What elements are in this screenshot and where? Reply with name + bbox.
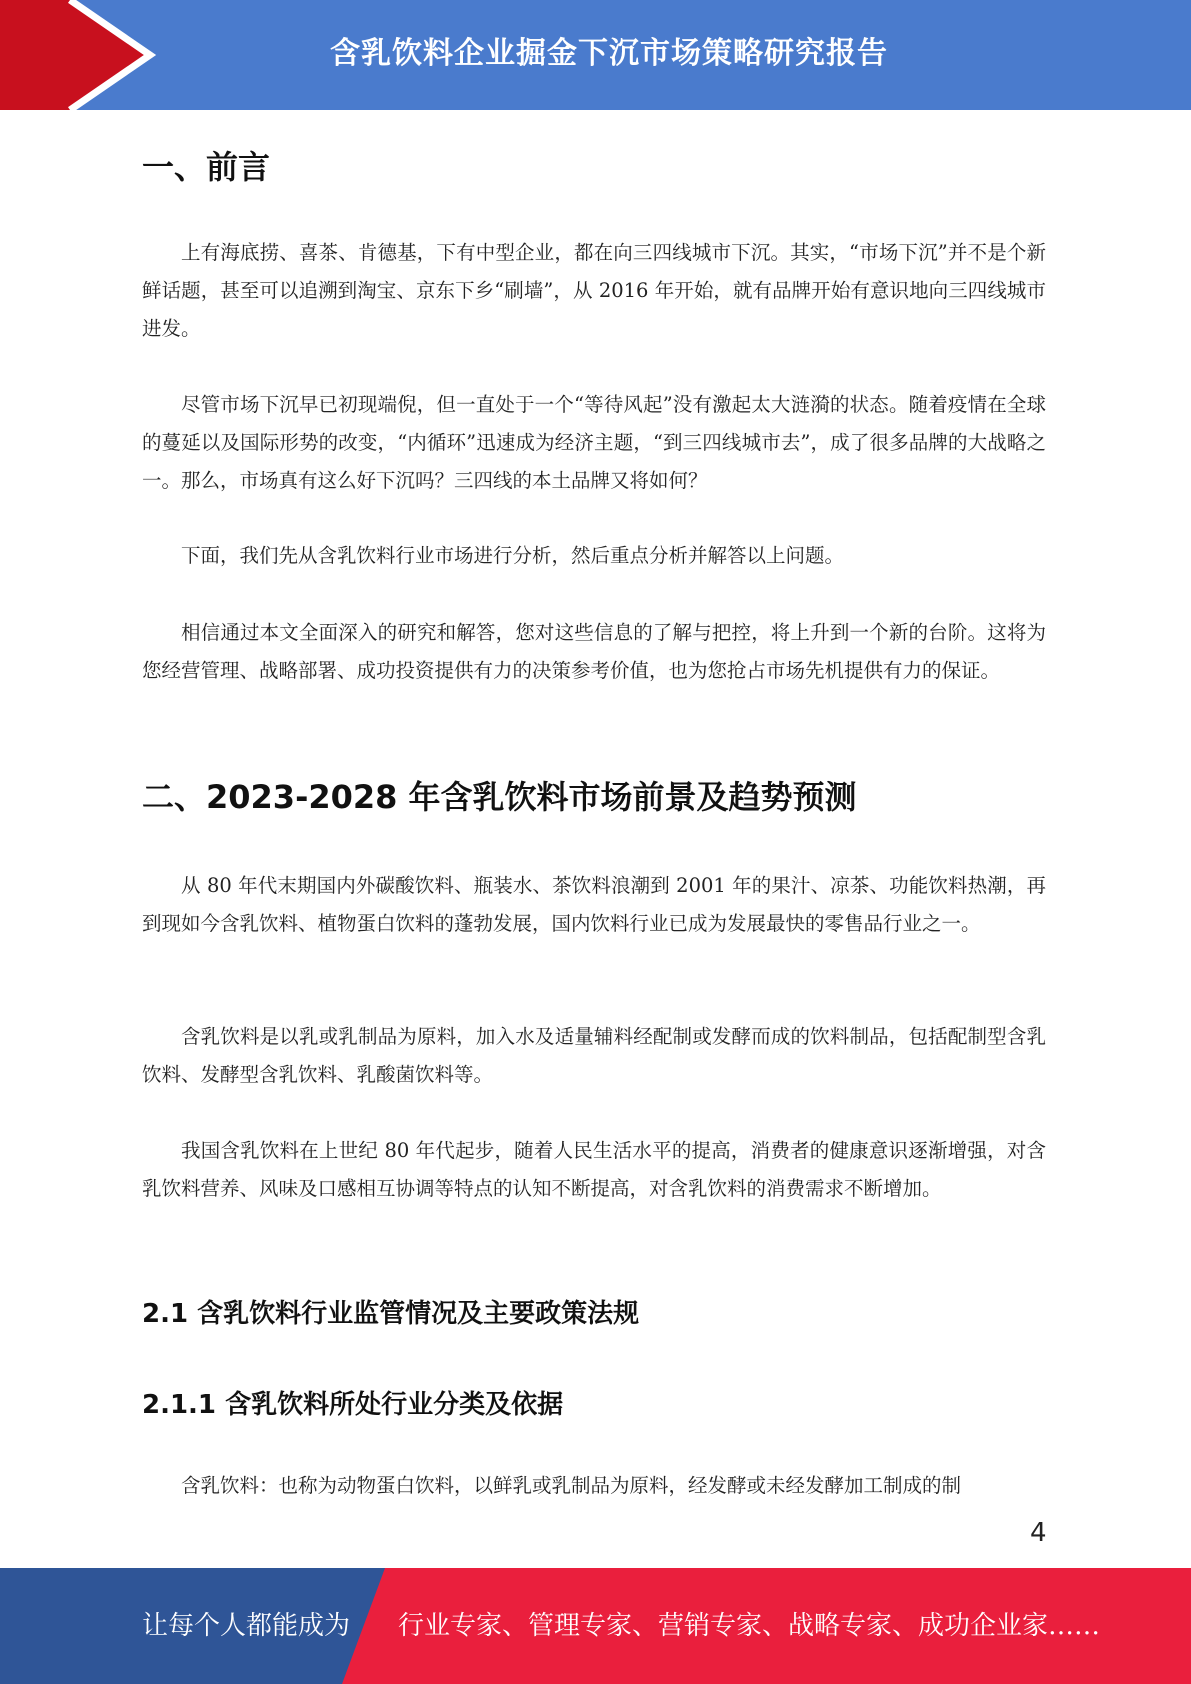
- paragraph: 尽管市场下沉早已初现端倪，但一直处于一个“等待风起”没有激起太大涟漪的状态。随着疫情在全球的蔓延以及国际形势的改变，“内循环”迅速成为经济主题，“到三四线城市去”，成了很多品牌的大战略之一。那么，市场真有这么好下沉吗？三四线的本土品牌又将如何？: [142, 393, 1046, 492]
- page-number: 4: [1030, 1518, 1047, 1548]
- paragraph: 含乳饮料：也称为动物蛋白饮料，以鲜乳或乳制品为原料，经发酵或未经发酵加工制成的制: [181, 1474, 962, 1497]
- subsection-heading-2-1-1: 2.1.1 含乳饮料所处行业分类及依据: [142, 1390, 564, 1420]
- paragraph: 上有海底捞、喜茶、肯德基，下有中型企业，都在向三四线城市下沉。其实，“市场下沉”并不是个新鲜话题，甚至可以追溯到淘宝、京东下乡“刷墙”，从 2016 年开始，就有品牌开始有意识地向三四线城市进发。: [142, 241, 1046, 340]
- page-footer: [0, 1568, 1191, 1684]
- paragraph: 我国含乳饮料在上世纪 80 年代起步，随着人民生活水平的提高，消费者的健康意识逐渐增强，对含乳饮料营养、风味及口感相互协调等特点的认知不断提高，对含乳饮料的消费需求不断增加。: [142, 1139, 1046, 1200]
- footer-slogan-left: 让每个人都能成为: [142, 1611, 351, 1641]
- paragraph: 含乳饮料是以乳或乳制品为原料，加入水及适量辅料经配制或发酵而成的饮料制品，包括配制型含乳饮料、发酵型含乳饮料、乳酸菌饮料等。: [142, 1025, 1046, 1086]
- report-title: 含乳饮料企业掘金下沉市场策略研究报告: [330, 36, 888, 71]
- footer-slogan-right: 行业专家、管理专家、营销专家、战略专家、成功企业家……: [398, 1611, 1101, 1641]
- page-header: [0, 0, 1191, 110]
- paragraph: 下面，我们先从含乳饮料行业市场进行分析，然后重点分析并解答以上问题。: [181, 544, 845, 567]
- section-heading-preface: 一、前言: [142, 148, 271, 186]
- paragraph: 相信通过本文全面深入的研究和解答，您对这些信息的了解与把控，将上升到一个新的台阶。这将为您经营管理、战略部署、成功投资提供有力的决策参考价值，也为您抢占市场先机提供有力的保证。: [142, 621, 1046, 682]
- header-chevron-decoration: [0, 0, 160, 110]
- section-heading-forecast: 二、2023-2028 年含乳饮料市场前景及趋势预测: [142, 778, 857, 816]
- paragraph: 从 80 年代末期国内外碳酸饮料、瓶装水、茶饮料浪潮到 2001 年的果汁、凉茶、功能饮料热潮，再到现如今含乳饮料、植物蛋白饮料的蓬勃发展，国内饮料行业已成为发展最快的零售品行业之一。: [142, 874, 1046, 935]
- subsection-heading-2-1: 2.1 含乳饮料行业监管情况及主要政策法规: [142, 1299, 640, 1329]
